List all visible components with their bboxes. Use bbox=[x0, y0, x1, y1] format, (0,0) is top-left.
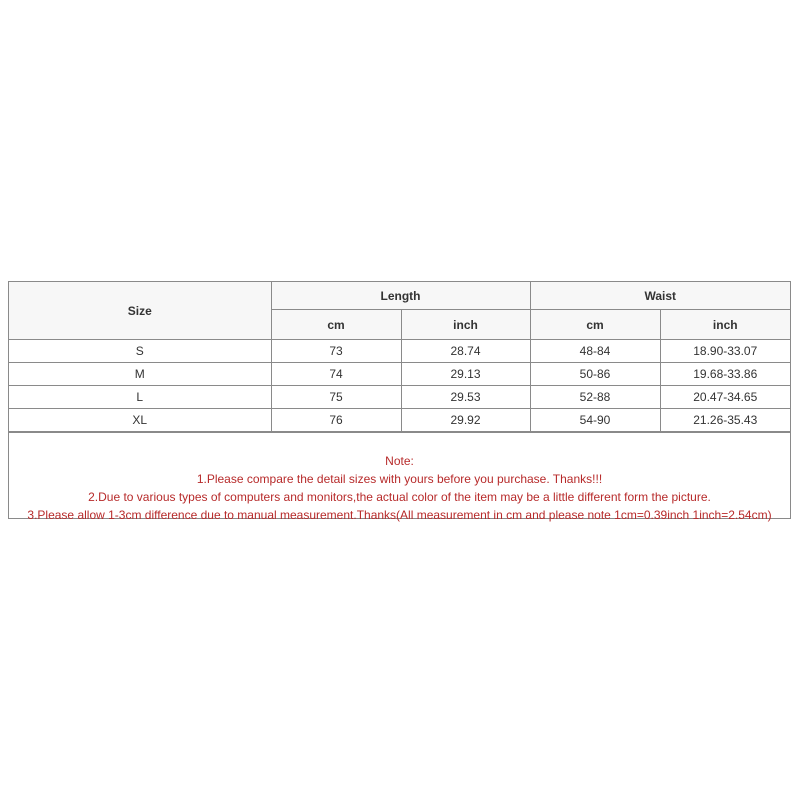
length-inch-header: inch bbox=[401, 310, 530, 340]
length-cm-cell: 75 bbox=[271, 386, 401, 409]
note-line: 3.Please allow 1-3cm difference due to manual measurement.Thanks(All measurement in cm and please note 1cm=0.39inch 1inch=2.54cm) bbox=[27, 508, 772, 522]
table-row bbox=[9, 363, 790, 386]
table-row bbox=[9, 340, 790, 363]
waist-header: Waist bbox=[530, 282, 790, 310]
waist-cm-cell: 52-88 bbox=[530, 386, 660, 409]
size-chart bbox=[8, 281, 791, 522]
waist-cm-cell: 50-86 bbox=[530, 363, 660, 386]
waist-cm-header: cm bbox=[530, 310, 660, 340]
size-header: Size bbox=[9, 282, 271, 340]
waist-inch-cell: 19.68-33.86 bbox=[660, 363, 790, 386]
note-line: 1.Please compare the detail sizes with yours before you purchase. Thanks!!! bbox=[196, 472, 603, 486]
length-cm-cell: 76 bbox=[271, 409, 401, 432]
length-cm-header: cm bbox=[271, 310, 401, 340]
size-cell: S bbox=[9, 340, 271, 363]
notes-section bbox=[9, 432, 790, 524]
length-header: Length bbox=[271, 282, 530, 310]
table-row bbox=[9, 386, 790, 409]
waist-cm-cell: 48-84 bbox=[530, 340, 660, 363]
waist-inch-cell: 21.26-35.43 bbox=[660, 409, 790, 432]
notes-title: Note: bbox=[385, 454, 414, 468]
length-cm-cell: 73 bbox=[271, 340, 401, 363]
length-inch-cell: 29.92 bbox=[401, 409, 530, 432]
waist-cm-cell: 54-90 bbox=[530, 409, 660, 432]
waist-inch-header: inch bbox=[660, 310, 790, 340]
size-cell: XL bbox=[9, 409, 271, 432]
length-inch-cell: 28.74 bbox=[401, 340, 530, 363]
length-inch-cell: 29.53 bbox=[401, 386, 530, 409]
size-table bbox=[9, 282, 790, 432]
header-row-groups bbox=[9, 282, 790, 310]
size-cell: L bbox=[9, 386, 271, 409]
size-cell: M bbox=[9, 363, 271, 386]
length-cm-cell: 74 bbox=[271, 363, 401, 386]
note-line: 2.Due to various types of computers and monitors,the actual color of the item may be a little different form the picture. bbox=[88, 490, 711, 504]
waist-inch-cell: 18.90-33.07 bbox=[660, 340, 790, 363]
waist-inch-cell: 20.47-34.65 bbox=[660, 386, 790, 409]
length-inch-cell: 29.13 bbox=[401, 363, 530, 386]
table-row bbox=[9, 409, 790, 432]
